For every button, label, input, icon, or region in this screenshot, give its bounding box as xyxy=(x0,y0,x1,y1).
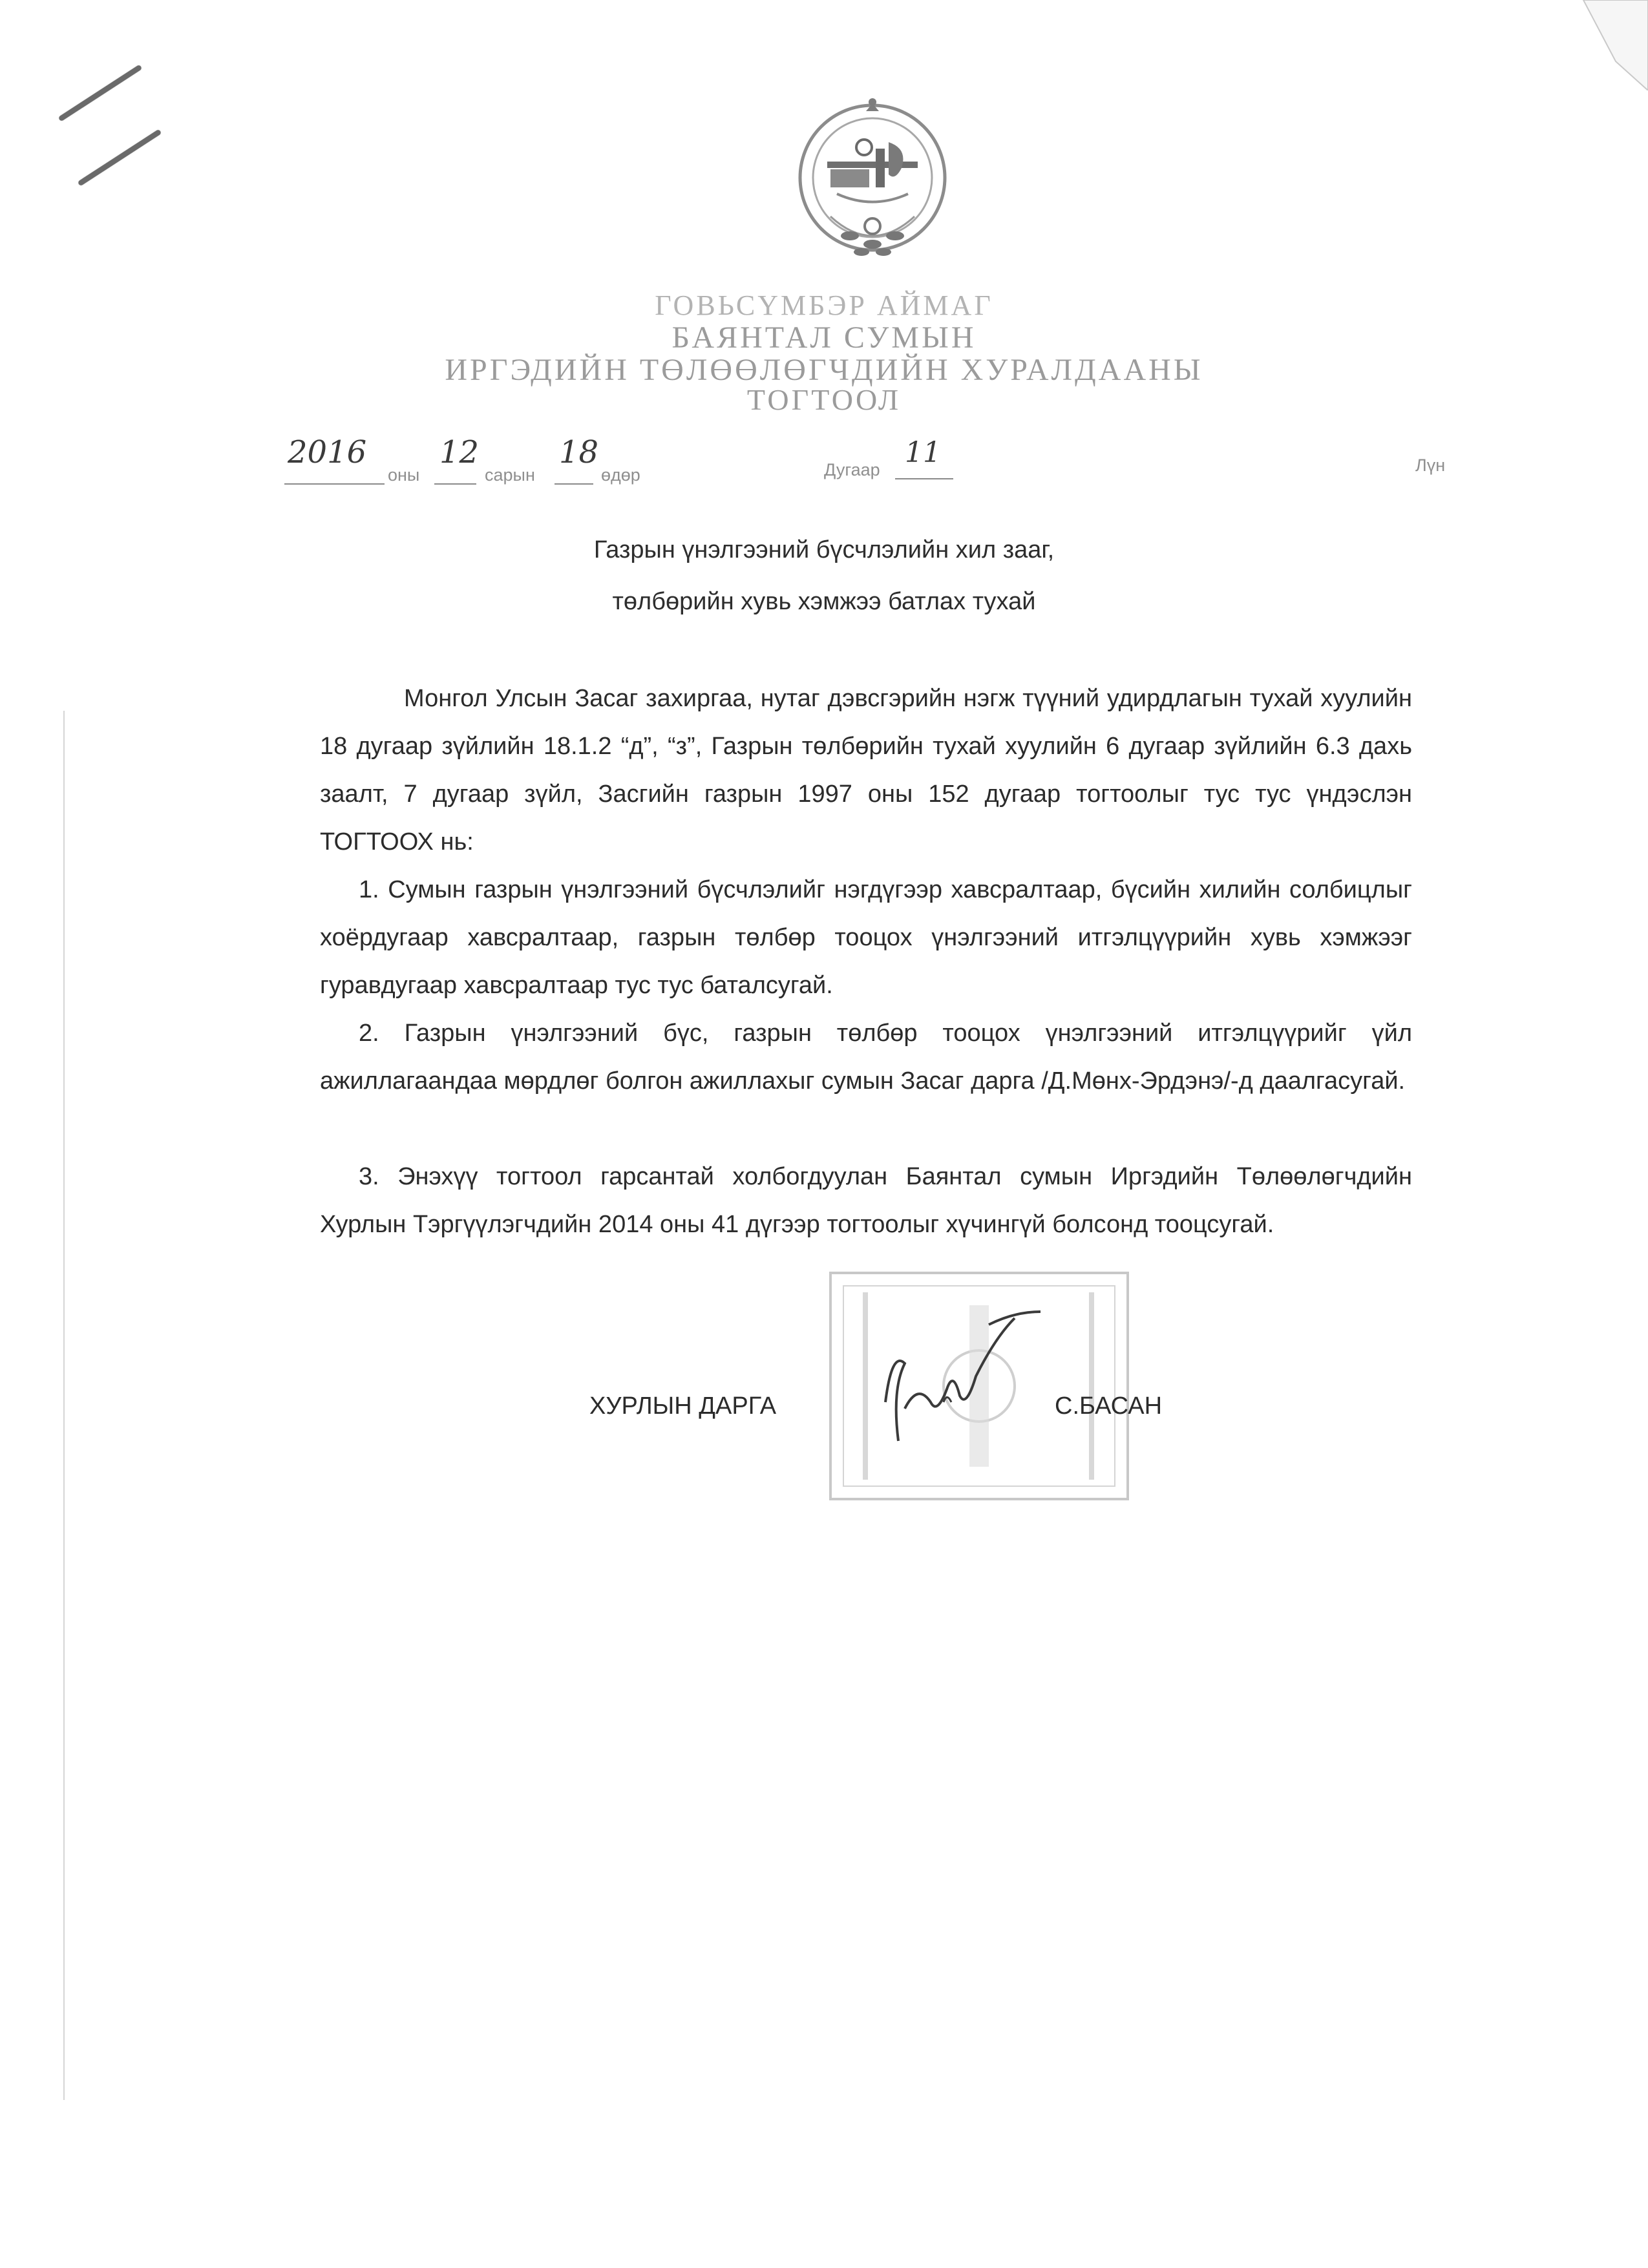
date-day-line xyxy=(555,483,593,485)
header-resolution: ТОГТООЛ xyxy=(746,383,902,416)
date-day: 18 xyxy=(559,434,599,470)
date-month-label: сарын xyxy=(485,465,535,485)
body-intro: Монгол Улсын Засаг захиргаа, нутаг дэвсгэрийн нэгж түүний удирдлагын тухай хуулийн 18 дугаар зүйлийн 18.1.2 “д”, “з”, Газрын төлбөрийн тухай хуулийн 6 дугаар зүйлийн 6.3 дахь заалт, 7 дугаар зүйл, Засгийн газрын 1997 оны 152 дугаар тогтоолыг тус тус үндэслэн ТОГТООХ нь: xyxy=(320,685,1412,856)
folded-corner xyxy=(1570,0,1648,90)
staple-mark xyxy=(78,129,162,186)
place-label: Лүн xyxy=(1415,456,1446,475)
chairman-name: С.БАСАН xyxy=(1055,1392,1163,1420)
document-title-line2: төлбөрийн хувь хэмжээ батлах тухай xyxy=(612,588,1036,615)
staple-mark xyxy=(58,65,142,121)
date-day-label: өдөр xyxy=(601,465,640,485)
number-line xyxy=(895,478,953,479)
date-year-line xyxy=(284,483,385,485)
handwritten-signature xyxy=(860,1299,1079,1467)
document-title-line1: Газрын үнэлгээний бүсчлэлийн хил зааг, xyxy=(593,536,1055,563)
date-year: 2016 xyxy=(288,434,367,470)
decision-item-1: 1. Сумын газрын үнэлгээний бүсчлэлийг нэгдүгээр хавсралтаар, бүсийн хилийн солбицлыг хоёрдугаар хавсралтаар, газрын төлбөр тооцох үнэлгээний итгэлцүүрийн хувь хэмжээг гуравдугаар хавсралтаар тус тус баталсугай. xyxy=(320,876,1412,999)
decision-item-2: 2. Газрын үнэлгээний бүс, газрын төлбөр тооцох үнэлгээний итгэлцүүрийг үйл ажиллагаандаа мөрдлөг болгон ажиллахыг сумын Засаг дарга /Д.Мөнх-Эрдэнэ/-д даалгасугай. xyxy=(320,1020,1412,1095)
scan-edge-line xyxy=(63,711,65,2100)
header-sum: БАЯНТАЛ СУМЫН xyxy=(671,320,977,355)
decision-item-3: 3. Энэхүү тогтоол гарсантай холбогдуулан Баянтал сумын Иргэдийн Төлөөлөгчдийн Хурлын Тэргүүлэгчдийн 2014 оны 41 дүгээр тогтоолыг хүчингүй болсонд тооцсугай. xyxy=(320,1163,1412,1238)
date-month-line xyxy=(434,483,476,485)
date-month: 12 xyxy=(439,434,480,470)
resolution-number: 11 xyxy=(905,436,941,469)
date-year-label: оны xyxy=(388,465,420,485)
number-label: Дугаар xyxy=(824,460,880,479)
header-council: ИРГЭДИЙН ТӨЛӨӨЛӨГЧДИЙН ХУРАЛДААНЫ xyxy=(445,353,1203,387)
chairman-title: ХУРЛЫН ДАРГА xyxy=(589,1392,777,1420)
state-emblem-icon xyxy=(792,97,953,271)
header-aimag: ГОВЬСҮМБЭР АЙМАГ xyxy=(655,289,993,321)
